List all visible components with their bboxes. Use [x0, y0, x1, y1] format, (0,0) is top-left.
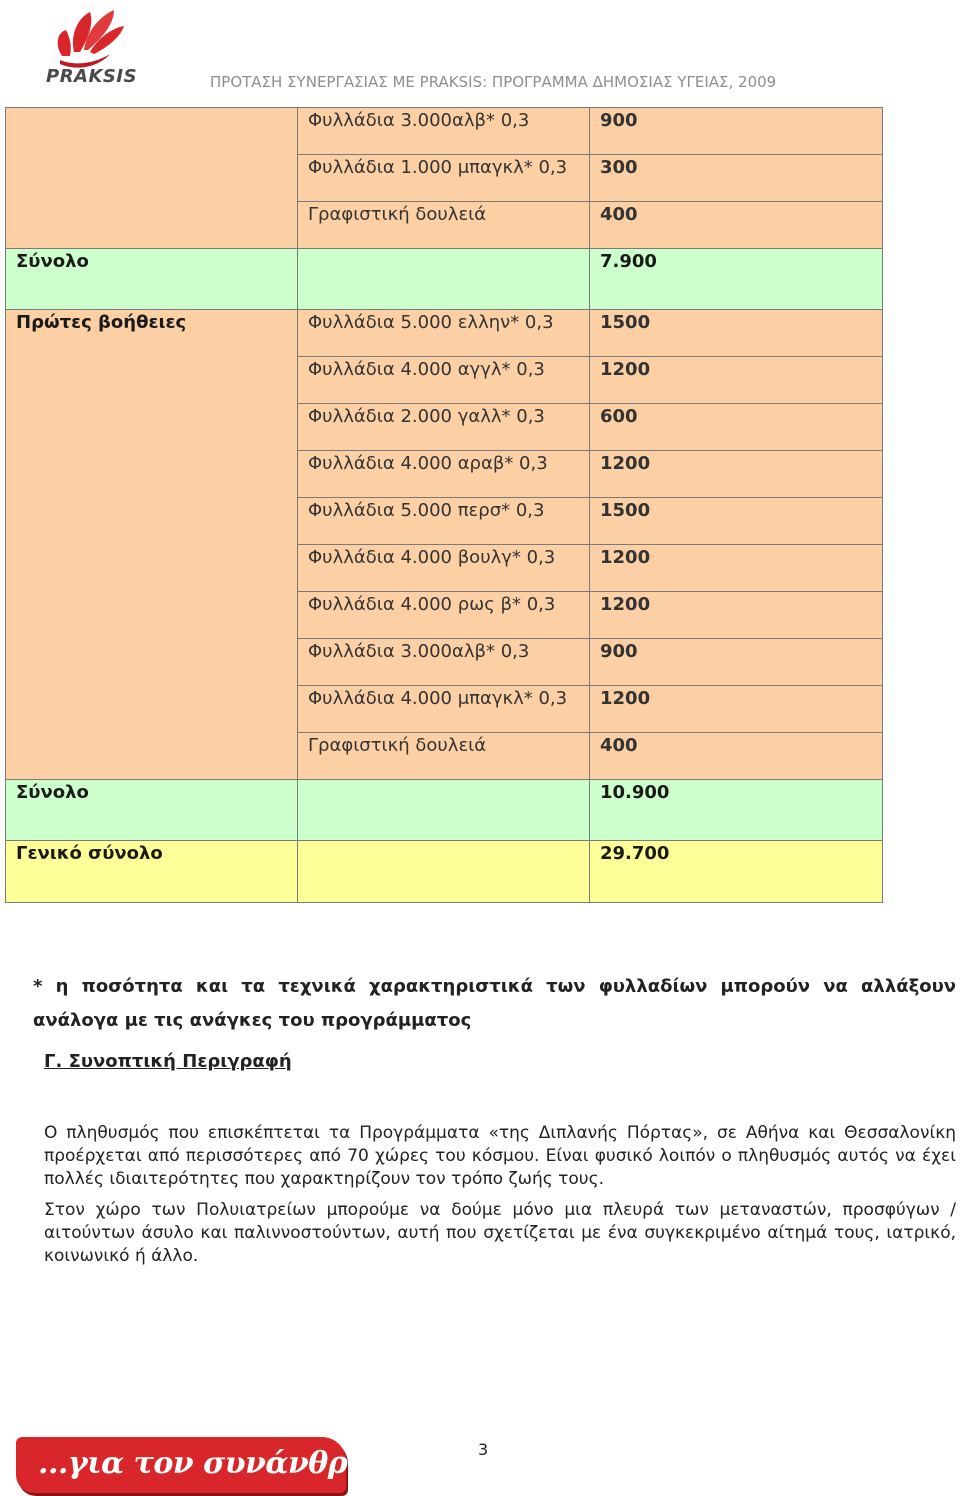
- footer-slogan-banner: [16, 1437, 429, 1493]
- item-amount: 1500: [590, 498, 883, 545]
- item-amount: 1200: [590, 357, 883, 404]
- item-description: Φυλλάδια 4.000 μπαγκλ* 0,3: [298, 686, 590, 733]
- item-amount: 400: [590, 202, 883, 249]
- item-amount: 1200: [590, 545, 883, 592]
- item-description: Γραφιστική δουλειά: [298, 202, 590, 249]
- section-title: Γ. Συνοπτική Περιγραφή: [44, 1051, 292, 1072]
- subtotal-label: Σύνολο: [6, 780, 298, 841]
- item-amount: 300: [590, 155, 883, 202]
- subtotal-row: [6, 249, 883, 310]
- item-amount: 1200: [590, 451, 883, 498]
- table-cell-empty: [298, 780, 590, 841]
- subtotal-amount: 7.900: [590, 249, 883, 310]
- item-amount: 400: [590, 733, 883, 780]
- table-row: [6, 108, 883, 155]
- item-amount: 600: [590, 404, 883, 451]
- item-amount: 1200: [590, 686, 883, 733]
- table-cell-empty: [6, 108, 298, 249]
- grand-total-amount: 29.700: [590, 841, 883, 903]
- paragraph: Στον χώρο των Πολυιατρείων μπορούμε να δούμε μόνο μια πλευρά των μεταναστών, προσφύγων / αιτούντων άσυλο και παλιννοστούντων, αυτή που σχετίζεται με ένα συγκεκριμένο αίτημά τους, ιατρικό, κοινωνικό ή άλλο.: [44, 1200, 956, 1266]
- item-description: Φυλλάδια 1.000 μπαγκλ* 0,3: [298, 155, 590, 202]
- item-description: Φυλλάδια 4.000 βουλγ* 0,3: [298, 545, 590, 592]
- subtotal-amount: 10.900: [590, 780, 883, 841]
- footnote: * η ποσότητα και τα τεχνικά χαρακτηριστικά των φυλλαδίων μπορούν να αλλάξουν ανάλογα με τις ανάγκες του προγράμματος: [33, 976, 956, 1031]
- grand-total-row: [6, 841, 883, 903]
- table-row: [6, 310, 883, 357]
- table-cell-empty: [298, 841, 590, 903]
- item-description: Φυλλάδια 4.000 ρως β* 0,3: [298, 592, 590, 639]
- subtotal-label: Σύνολο: [6, 249, 298, 310]
- item-description: Φυλλάδια 4.000 αραβ* 0,3: [298, 451, 590, 498]
- praksis-hands-icon: [44, 4, 134, 74]
- item-description: Γραφιστική δουλειά: [298, 733, 590, 780]
- subtotal-row: [6, 780, 883, 841]
- table-cell-empty: [298, 249, 590, 310]
- item-description: Φυλλάδια 3.000αλβ* 0,3: [298, 639, 590, 686]
- item-amount: 900: [590, 639, 883, 686]
- grand-total-label: Γενικό σύνολο: [6, 841, 298, 903]
- footer-slogan-text: ...για τον συνάνθρωπο!: [38, 1446, 429, 1481]
- category-label: Πρώτες βοήθειες: [6, 310, 298, 780]
- item-description: Φυλλάδια 3.000αλβ* 0,3: [298, 108, 590, 155]
- budget-table: [5, 107, 883, 903]
- item-amount: 1500: [590, 310, 883, 357]
- item-description: Φυλλάδια 4.000 αγγλ* 0,3: [298, 357, 590, 404]
- header-title: ΠΡΟΤΑΣΗ ΣΥΝΕΡΓΑΣΙΑΣ ΜΕ PRAKSIS: ΠΡΟΓΡΑΜΜΑ ΔΗΜΟΣΙΑΣ ΥΓΕΙΑΣ, 2009: [210, 73, 777, 91]
- logo-wordmark: PRAKSIS: [46, 66, 138, 87]
- item-description: Φυλλάδια 5.000 ελλην* 0,3: [298, 310, 590, 357]
- item-amount: 900: [590, 108, 883, 155]
- item-description: Φυλλάδια 5.000 περσ* 0,3: [298, 498, 590, 545]
- item-description: Φυλλάδια 2.000 γαλλ* 0,3: [298, 404, 590, 451]
- page-number: 3: [478, 1440, 489, 1459]
- item-amount: 1200: [590, 592, 883, 639]
- paragraph: Ο πληθυσμός που επισκέπτεται τα Προγράμματα «της Διπλανής Πόρτας», σε Αθήνα και Θεσσαλονίκη προέρχεται από περισσότερες από 70 χώρες του κόσμου. Είναι φυσικό λοιπόν ο πληθυσμός αυτός να έχει πολλές ιδιαιτερότητες που χαρακτηρίζουν τον τρόπο ζωής τους.: [44, 1123, 956, 1189]
